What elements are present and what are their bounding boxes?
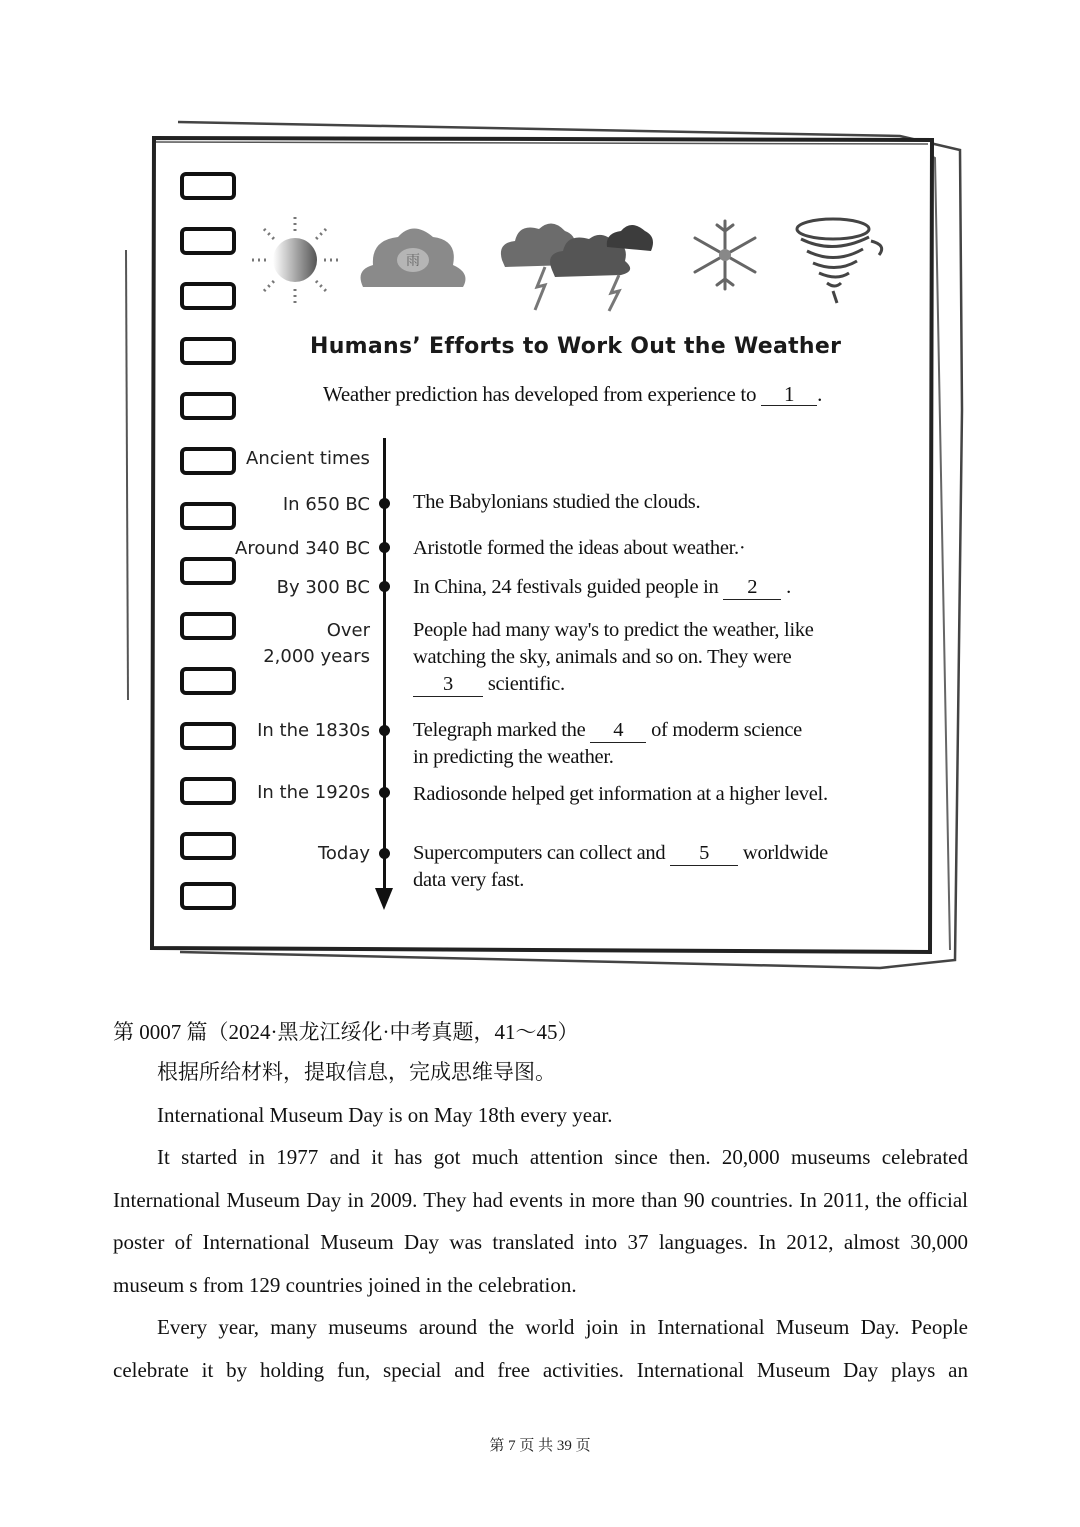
timeline-dot: [379, 498, 390, 509]
event-today-line2: data very fast.: [413, 869, 525, 891]
era-650bc: In 650 BC: [282, 494, 370, 515]
paragraph-2: [113, 1136, 968, 1306]
rain-cloud-icon: [353, 215, 473, 305]
blank-3: 3: [413, 674, 483, 697]
event-340bc: Aristotle formed the ideas about weather.·: [413, 537, 746, 559]
event-650bc: The Babylonians studied the clouds.: [413, 491, 701, 513]
sun-icon: [250, 215, 340, 305]
event-1830s-text: Telegraph marked the: [413, 719, 591, 741]
event-300bc-text: In China, 24 festivals guided people in: [413, 576, 724, 598]
event-2000-years: [413, 617, 814, 698]
event-1830s-line2: in predicting the weather.: [413, 746, 614, 768]
event-1830s-end: of moderm science: [646, 719, 802, 741]
intro-sentence: [323, 382, 822, 407]
event-1830s: [413, 717, 802, 771]
timeline-dot: [379, 581, 390, 592]
paragraph-3-line: Every year, many museums around the world join in International Museum Day. People: [157, 1315, 968, 1339]
blank-1: 1: [761, 383, 817, 406]
event-2000-years-line2: watching the sky, animals and so on. They were: [413, 646, 792, 668]
event-300bc: [413, 574, 791, 601]
timeline-dot: [379, 787, 390, 798]
blank-4: 4: [590, 720, 646, 743]
timeline-dot: [379, 542, 390, 553]
event-today: [413, 840, 828, 894]
era-2000-years-line2: 2,000 years: [263, 646, 370, 667]
notebook-title: Humans’ Efforts to Work Out the Weather: [310, 334, 842, 359]
paragraph-2-line: International Museum Day in 2009. They had events in more than 90 countries. In 2011, the official: [113, 1187, 968, 1212]
era-300bc: By 300 BC: [276, 577, 370, 598]
era-1920s: In the 1920s: [257, 782, 370, 803]
blank-5: 5: [670, 843, 738, 866]
event-today-end: worldwide: [738, 842, 828, 864]
era-2000-years-line1: Over: [326, 620, 370, 641]
event-2000-years-line1: People had many way's to predict the weather, like: [413, 619, 814, 641]
paragraph-1: International Museum Day is on May 18th every year.: [157, 1103, 613, 1127]
paragraph-3: [113, 1306, 968, 1391]
weather-icons-row: [245, 215, 905, 315]
timeline-dot: [379, 848, 390, 859]
timeline-arrow: [375, 888, 393, 910]
blank-2: 2: [723, 577, 781, 600]
intro-text: Weather prediction has developed from experience to: [323, 382, 762, 406]
instruction: 根据所给材料，提取信息，完成思维导图。: [157, 1060, 556, 1084]
era-340bc: Around 340 BC: [235, 538, 370, 559]
paragraph-3-line: celebrate it by holding fun, special and free activities. International Museum Day plays an: [113, 1357, 968, 1382]
storm-clouds-icon: [497, 215, 657, 315]
era-today: Today: [317, 843, 370, 864]
event-today-text: Supercomputers can collect and: [413, 842, 671, 864]
page-footer: 第 7 页 共 39 页: [489, 1438, 591, 1454]
paragraph-2-line: It started in 1977 and it has got much attention since then. 20,000 museums celebrated: [157, 1145, 968, 1169]
tornado-icon: [783, 215, 893, 310]
event-2000-years-end: scientific.: [483, 673, 565, 695]
intro-end: .: [817, 382, 823, 406]
event-300bc-end: .: [781, 576, 791, 598]
era-ancient-times: Ancient times: [246, 448, 370, 469]
snowflake-icon: [685, 215, 765, 295]
paragraph-2-line: poster of International Museum Day was translated into 37 languages. In 2012, almost 30,000: [113, 1230, 968, 1254]
timeline-dot: [379, 725, 390, 736]
section-heading: 第 0007 篇（2024·黑龙江绥化·中考真题，41～45）: [113, 1020, 579, 1044]
paragraph-2-line: museum s from 129 countries joined in the celebration.: [113, 1272, 577, 1297]
svg-text:雨: 雨: [406, 253, 420, 269]
event-1920s: Radiosonde helped get information at a higher level.: [413, 783, 828, 805]
era-1830s: In the 1830s: [257, 720, 370, 741]
